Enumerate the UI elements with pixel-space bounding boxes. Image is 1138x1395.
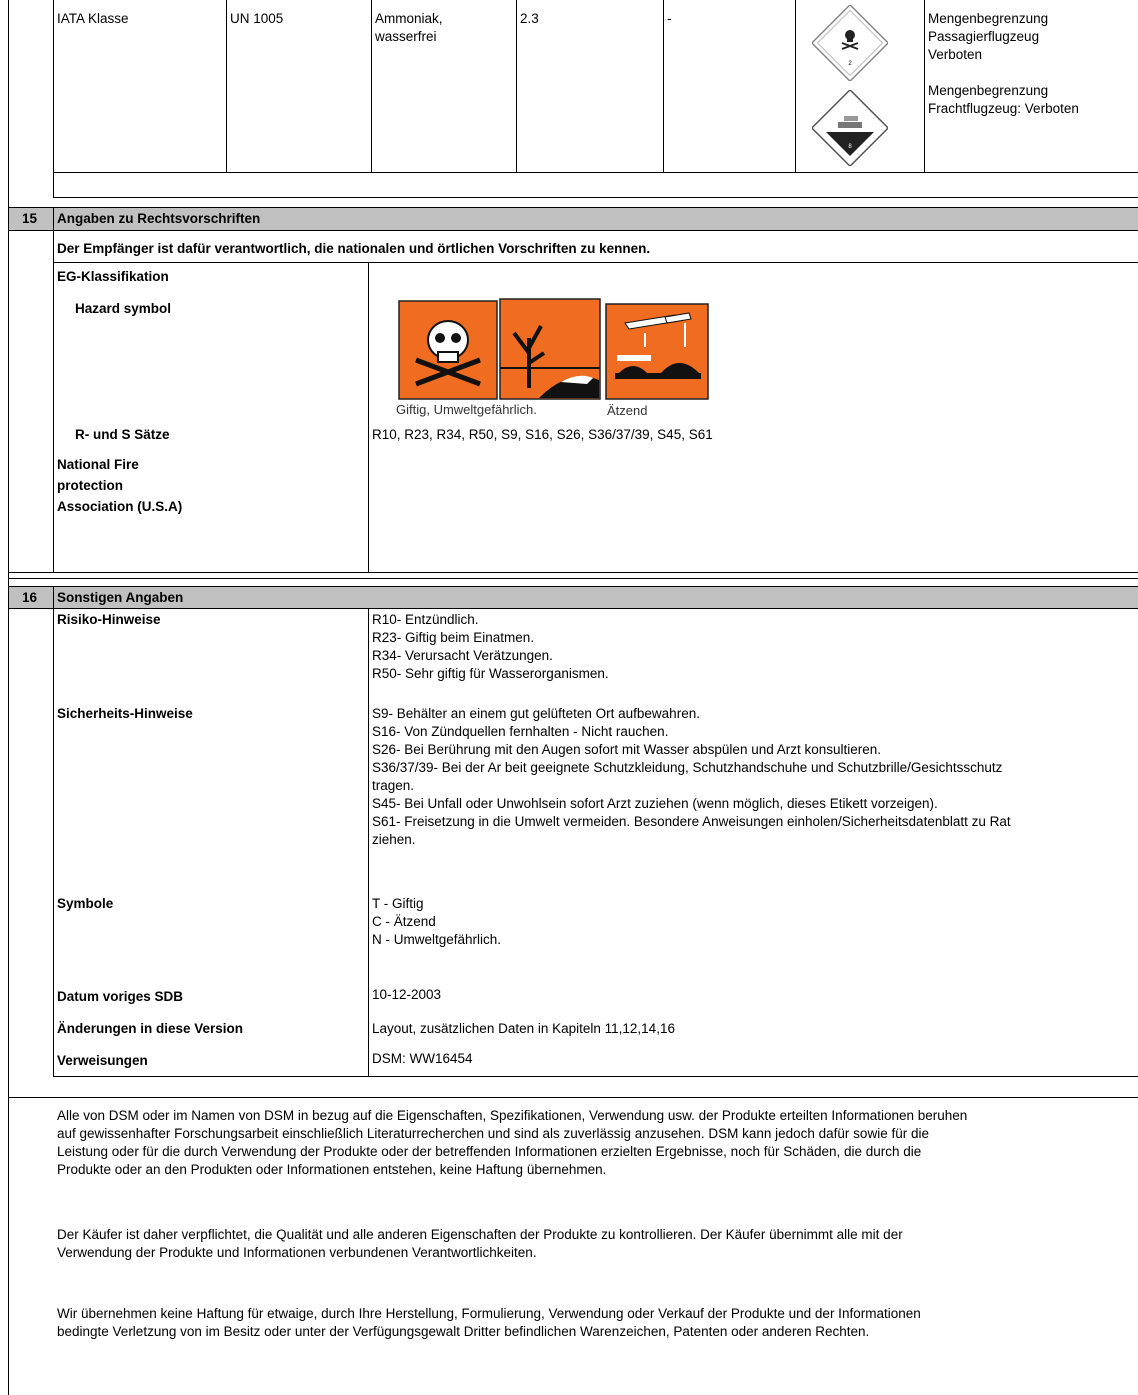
disclaimer-paragraph-3: Wir übernehmen keine Haftung für etwaige, durch Ihre Herstellung, Formulierung, Verwendung oder Verkauf der Produkte und der Informationen bedingte Verletzung von im Besitz oder unter der Verfügungsgewalt Dritter befindlichen Warenzeichen, Patenten oder anderen Rechten. — [57, 1306, 921, 1339]
section-divider — [8, 586, 1138, 587]
risk-phrases-text: R10- Entzündlich. R23- Giftig beim Einatmen. R34- Verursacht Verätzungen. R50- Sehr giftig für Wasserorganismen. — [372, 612, 609, 681]
section-divider — [8, 572, 1138, 573]
row-line — [53, 172, 1138, 173]
section-16-number: 16 — [22, 590, 38, 605]
eg-classification-label: EG-Klassifikation — [57, 269, 169, 284]
col-line — [368, 800, 369, 1077]
hazard-caption-toxic-env: Giftig, Umweltgefährlich. — [396, 402, 537, 417]
row-line — [8, 230, 1138, 231]
hazard-class: 2.3 — [520, 11, 539, 26]
col-line — [226, 0, 227, 172]
row-line — [53, 1076, 1138, 1077]
risk-phrases-label: Risiko-Hinweise — [57, 612, 161, 627]
col-line — [663, 0, 664, 172]
section-15-title: Angaben zu Rechtsvorschriften — [57, 211, 261, 226]
recipient-notice: Der Empfänger ist dafür verantwortlich, die nationalen und örtlichen Vorschriften zu kennen. — [57, 241, 651, 256]
col-line — [924, 0, 925, 172]
hazard-symbol-label: Hazard symbol — [75, 301, 172, 316]
row-line — [53, 262, 1138, 263]
col-line — [53, 800, 54, 1077]
safety-phrases-text: S9- Behälter an einem gut gelüfteten Ort aufbewahren. S16- Von Zündquellen fernhalten - Nicht rauchen. S26- Bei Berührung mit den Augen sofort mit Wasser abspülen und Arzt konsultieren. S36/37/39- Bei der Ar beit geeignete Schutzkleidung, Schutzhandschuhe und Schutzbrille/Gesichtsschutz tragen. S45- Bei Unfall oder Unwohlsein sofort Arzt zuziehen (wenn möglich, dieses Etikett vorzeigen). S61- Freisetzung in die Umwelt vermeiden. Besondere Anweisungen einholen/Sicherheitsdatenblatt zu Rat ziehen. — [372, 706, 1011, 847]
section-divider — [8, 1097, 1138, 1098]
safety-phrases-label: Sicherheits-Hinweise — [57, 706, 193, 721]
quantity-limits: Mengenbegrenzung Passagierflugzeug Verboten Mengenbegrenzung Frachtflugzeug: Verboten — [928, 11, 1079, 116]
disclaimer-paragraph-1: Alle von DSM oder im Namen von DSM in bezug auf die Eigenschaften, Spezifikationen, Verwendung usw. der Produkte erteilten Informationen beruhen auf gewissenhafter Forschungsarbeit einschließlich Literaturrecherchen und sind als zuverlässig anzusehen. DSM kann jedoch dafür sowie für die Leistung oder für die durch Verwendung der Produkte oder der betreffenden Informationen erzielten Ergebnisse, noch für Schäden, die durch die Produkte oder an den Produkten oder Informationen entstehen, keine Haftung übernehmen. — [57, 1108, 968, 1177]
section-16-title: Sonstigen Angaben — [57, 590, 184, 605]
references-value: DSM: WW16454 — [372, 1051, 473, 1066]
svg-text:8: 8 — [848, 144, 852, 150]
previous-sds-date-label: Datum voriges SDB — [57, 989, 184, 1004]
col-line — [53, 0, 54, 198]
disclaimer-paragraph-2: Der Käufer ist daher verpflichtet, die Qualität und alle anderen Eigenschaften der Produkte zu kontrollieren. Der Käufer übernimmt alle mit der Verwendung der Produkte und Informationen verbundenen Verantwortlichkeiten. — [57, 1227, 903, 1260]
col-line — [53, 608, 54, 800]
changes-value: Layout, zusätzlichen Daten in Kapiteln 11,12,14,16 — [372, 1021, 675, 1036]
section-15-number: 15 — [22, 211, 38, 226]
row-line — [8, 608, 1138, 609]
col-line — [368, 608, 369, 800]
un-number: UN 1005 — [230, 11, 284, 26]
section-divider — [8, 578, 1138, 579]
references-label: Verweisungen — [57, 1053, 148, 1068]
col-line — [795, 0, 796, 172]
toxic-gas-label-icon — [812, 5, 888, 81]
substance-name: Ammoniak, wasserfrei — [375, 11, 443, 44]
r-s-phrases-label: R- und S Sätze — [75, 427, 170, 442]
corrosive-icon — [605, 303, 709, 400]
symbols-label: Symbole — [57, 896, 114, 911]
r-s-phrases-value: R10, R23, R34, R50, S9, S16, S26, S36/37/39, S45, S61 — [372, 427, 713, 442]
iata-class-label: IATA Klasse — [57, 11, 129, 26]
col-line — [371, 0, 372, 172]
environment-hazard-icon — [499, 298, 601, 400]
previous-sds-date-value: 10-12-2003 — [372, 987, 442, 1002]
nfpa-label: National Fire protection Association (U.S.A) — [57, 457, 183, 514]
packing-group: - — [667, 11, 672, 26]
row-line — [53, 197, 1138, 198]
col-line — [516, 0, 517, 172]
changes-label: Änderungen in diese Version — [57, 1021, 244, 1036]
svg-text:2: 2 — [848, 61, 852, 67]
corrosive-label-icon — [812, 90, 888, 166]
col-line — [368, 262, 369, 572]
hazard-caption-corrosive: Ätzend — [607, 403, 648, 418]
symbols-text: T - Giftig C - Ätzend N - Umweltgefährlich. — [372, 896, 502, 947]
toxic-skull-icon — [398, 300, 498, 400]
